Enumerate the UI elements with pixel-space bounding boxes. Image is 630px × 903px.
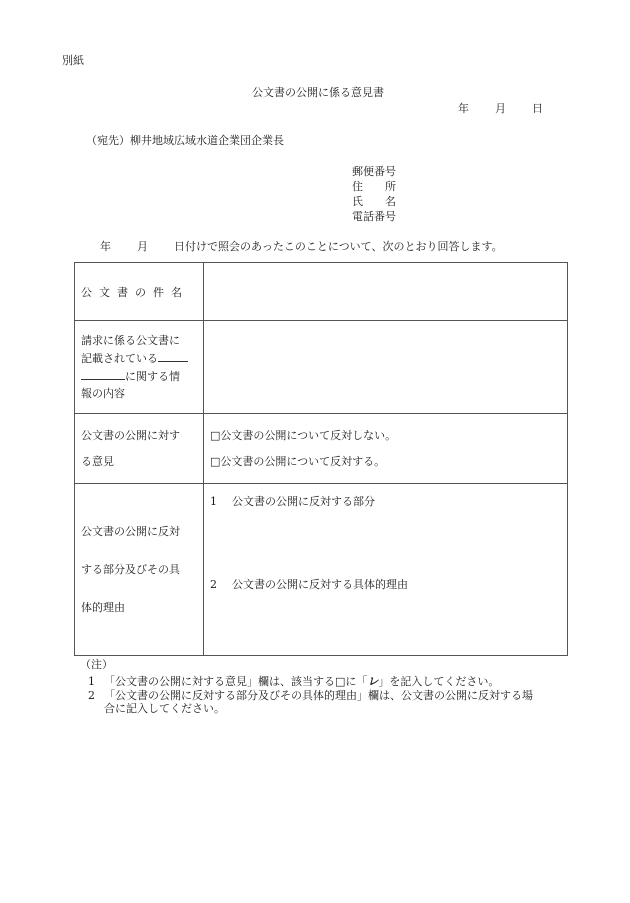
- field-document-name[interactable]: [204, 263, 568, 321]
- date-line: [458, 102, 543, 115]
- sender-phone-label: 電話番号: [352, 210, 396, 223]
- intro-text: 日付けで照会のあったこのことについて、次のとおり回答します。: [174, 240, 503, 253]
- document-title: 公文書の公開に係る意見書: [252, 86, 384, 99]
- sender-block: [352, 164, 396, 224]
- option-oppose[interactable]: □公文書の公開について反対する。: [210, 454, 386, 468]
- note-2: 2 「公文書の公開に反対する部分及びその具体的理由」欄は、公文書の公開に反対する場: [88, 689, 533, 702]
- date-month-label: 月: [495, 102, 506, 115]
- checkbox-oppose[interactable]: □: [210, 454, 221, 468]
- addressee: （宛先）柳井地域広域水道企業団企業長: [86, 134, 284, 147]
- date-day-label: 日: [532, 102, 543, 115]
- notes-heading: （注）: [80, 658, 113, 671]
- blank-underline: [158, 349, 188, 362]
- check-mark-icon: レ: [367, 675, 379, 688]
- table-row-objection-reason: [75, 484, 568, 656]
- intro-sentence: [100, 240, 503, 253]
- note-2-continuation: 合に記入してください。: [104, 702, 225, 715]
- table-row-document-name: [75, 263, 568, 321]
- objection-reason-item: 2 公文書の公開に反対する具体的理由: [210, 578, 408, 591]
- intro-month-label: 月: [137, 240, 148, 253]
- opinion-form-table: [74, 262, 568, 656]
- annex-label: 別紙: [62, 54, 84, 67]
- field-info-content[interactable]: [204, 321, 568, 414]
- label-info-content: 請求に係る公文書に 記載されている に関する情 報の内容: [75, 321, 204, 414]
- opinion-options: [204, 414, 568, 484]
- label-objection-reason: 公文書の公開に反対 する部分及びその具 体的理由: [75, 484, 204, 656]
- sender-postal-code-label: 郵便番号: [352, 165, 396, 178]
- blank-underline: [81, 367, 125, 380]
- date-year-label: 年: [458, 102, 469, 115]
- label-opinion: 公文書の公開に対す る意見: [75, 414, 204, 484]
- option-not-oppose[interactable]: □公文書の公開について反対しない。: [210, 428, 397, 442]
- intro-year-label: 年: [100, 240, 111, 253]
- note-1: 1 「公文書の公開に対する意見」欄は、該当する□に「レ」を記入してください。: [88, 675, 500, 688]
- field-objection-reason[interactable]: [204, 484, 568, 656]
- table-row-opinion: [75, 414, 568, 484]
- sender-address-label: 住 所: [352, 180, 396, 193]
- checkbox-not-oppose[interactable]: □: [210, 428, 221, 442]
- sender-name-label: 氏 名: [352, 195, 396, 208]
- table-row-info-content: [75, 321, 568, 414]
- label-document-name: 公文書の件名: [75, 263, 204, 321]
- objection-part-item: 1 公文書の公開に反対する部分: [210, 495, 375, 508]
